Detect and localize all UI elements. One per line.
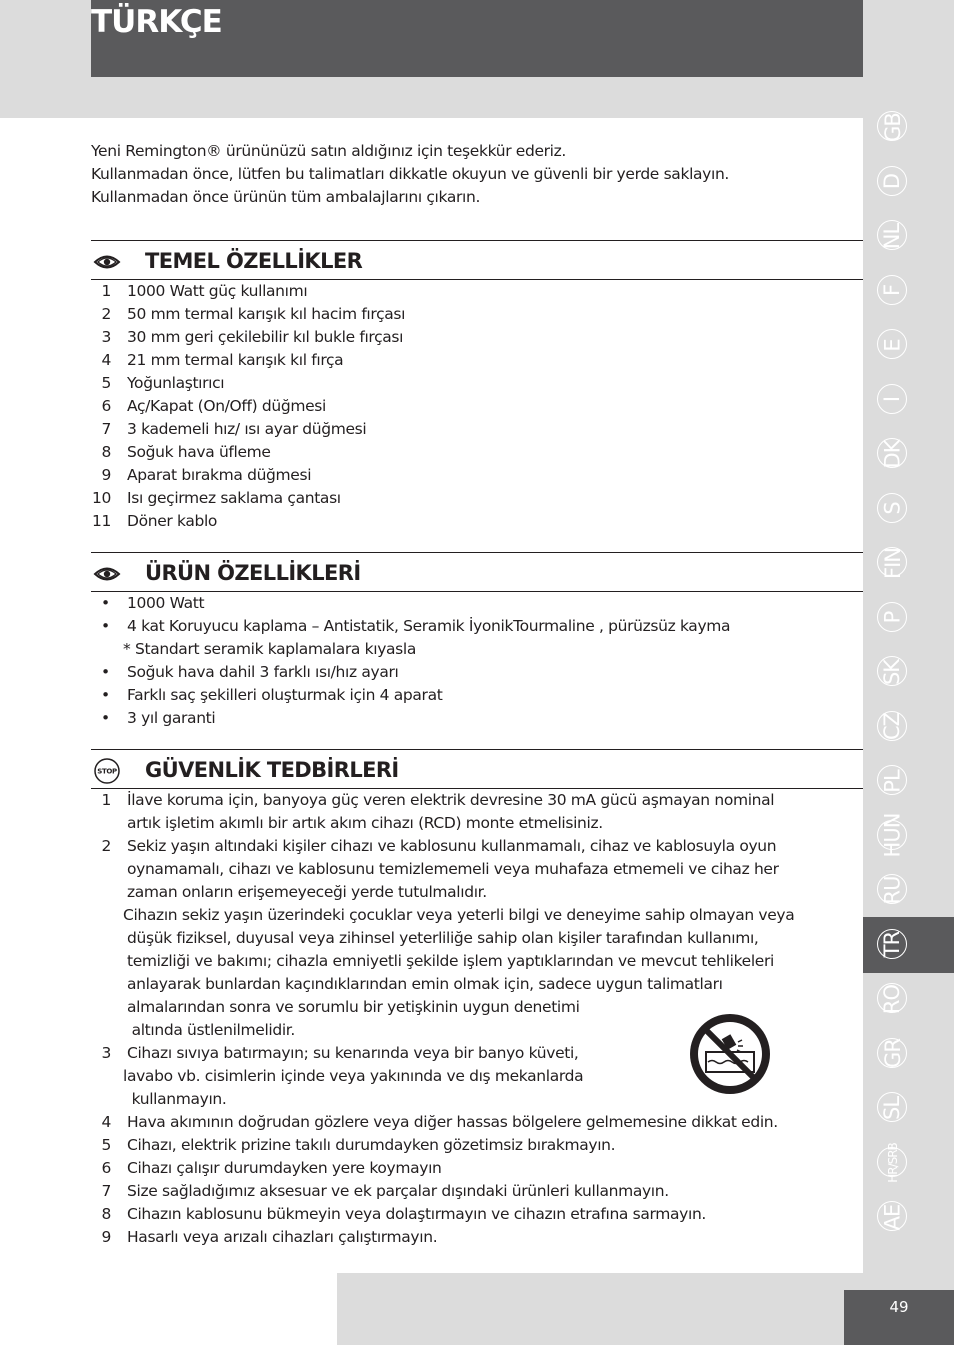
item-line	[91, 904, 863, 927]
item-text: Cihazın kablosunu bükmeyin veya dolaştırmayın ve cihazın etrafına sarmayın.	[127, 1205, 706, 1223]
language-tab-ae[interactable]	[877, 1190, 909, 1244]
list-item	[91, 441, 863, 464]
item-line	[91, 927, 863, 950]
item-number: 1	[101, 791, 111, 809]
header-bar	[91, 0, 863, 77]
language-tab-e[interactable]	[877, 318, 909, 372]
list-item	[91, 303, 863, 326]
item-line	[91, 1134, 863, 1157]
list-item	[91, 1157, 863, 1180]
item-text: Farklı saç şekilleri oluşturmak için 4 aparat	[127, 686, 443, 704]
item-line	[91, 1180, 863, 1203]
item-line	[91, 858, 863, 881]
language-tab-ro[interactable]	[877, 972, 909, 1026]
section-title: TEMEL ÖZELLİKLER	[145, 249, 363, 273]
item-line	[91, 1226, 863, 1249]
list-item	[91, 1111, 863, 1134]
main-content	[91, 140, 863, 1249]
item-text: düşük fiziksel, duyusal veya zihinsel yeterliliğe sahip olan kişiler tarafından kullanımı,	[127, 929, 759, 947]
item-text: 4 kat Koruyucu kaplama – Antistatik, Seramik İyonikTourmaline , pürüzsüz kayma	[127, 617, 731, 635]
item-line	[91, 789, 863, 812]
item-number: 5	[101, 374, 111, 392]
tab-label: AE	[880, 1204, 905, 1230]
item-line	[91, 973, 863, 996]
tab-label: D	[880, 173, 905, 190]
tab-label: HR/SRB	[886, 1142, 900, 1183]
language-tab-tr[interactable]	[877, 918, 909, 972]
list-item	[91, 326, 863, 349]
item-text: altında üstlenilmelidir.	[127, 1021, 295, 1039]
language-tab-fin[interactable]	[877, 536, 909, 590]
item-text: temizliği ve bakımı; cihazla emniyetli şekilde işlem yaptıklarından ve mevcut tehlikeleri	[127, 952, 774, 970]
language-tab-gb[interactable]	[877, 100, 909, 154]
language-tab-gr[interactable]	[877, 1027, 909, 1081]
item-number: 7	[101, 420, 111, 438]
language-tab-cz[interactable]	[877, 700, 909, 754]
item-text: 3 kademeli hız/ ısı ayar düğmesi	[127, 420, 367, 438]
item-number: 2	[101, 305, 111, 323]
item-number: 3	[101, 1044, 111, 1062]
item-text: Sekiz yaşın altındaki kişiler cihazı ve kablosunu kullanmamalı, cihaz ve kablosuyla oyun	[127, 837, 777, 855]
item-number: 6	[101, 1159, 111, 1177]
page-number-box	[844, 1290, 954, 1345]
page-number: 49	[889, 1298, 909, 1316]
item-line	[91, 950, 863, 973]
list-item	[91, 510, 863, 533]
list-item	[91, 1134, 863, 1157]
tab-label: SL	[880, 1096, 905, 1120]
tab-label: GR	[880, 1039, 905, 1068]
item-text: 21 mm termal karışık kıl fırça	[127, 351, 344, 369]
item-text: 30 mm geri çekilebilir kıl bukle fırçası	[127, 328, 404, 346]
item-text: Cihazın sekiz yaşın üzerindeki çocuklar veya yeterli bilgi ve deneyime sahip olmayan veya	[123, 906, 795, 924]
tab-label: P	[880, 611, 905, 624]
bullet-icon: •	[101, 617, 110, 635]
tab-label: PL	[880, 769, 905, 793]
bullet-icon: •	[101, 663, 110, 681]
list-item	[91, 1226, 863, 1249]
section-heading-urun	[91, 552, 863, 592]
item-text: almalarından sonra ve sorumlu bir yetişkinin uygun denetimi	[127, 998, 580, 1016]
language-tab-nl[interactable]	[877, 209, 909, 263]
language-tab-p[interactable]	[877, 591, 909, 645]
item-text: İlave koruma için, banyoya güç veren elektrik devresine 30 mA gücü aşmayan nominal	[127, 791, 775, 809]
list-item	[91, 684, 863, 707]
item-line	[91, 1157, 863, 1180]
item-number: 6	[101, 397, 111, 415]
item-text: kullanmayın.	[127, 1090, 227, 1108]
tab-label: SK	[880, 659, 905, 685]
list-item	[91, 280, 863, 303]
no-immersion-icon	[688, 1012, 772, 1096]
tab-label: I	[880, 396, 905, 403]
language-tab-i[interactable]	[877, 373, 909, 427]
bullet-icon: •	[101, 594, 110, 612]
tab-label: FIN	[880, 547, 905, 579]
list-item	[91, 615, 863, 638]
section-title: GÜVENLİK TEDBİRLERİ	[145, 758, 399, 782]
tab-label: RO	[880, 984, 905, 1014]
tab-label: F	[880, 284, 905, 297]
list-item	[91, 835, 863, 904]
language-tab-hun[interactable]	[877, 809, 909, 863]
stop-sign-icon	[93, 758, 121, 784]
item-number: 8	[101, 1205, 111, 1223]
language-tab-hr-srb[interactable]	[877, 1136, 909, 1190]
item-line	[91, 1203, 863, 1226]
list-item	[91, 372, 863, 395]
item-text: Cihazı çalışır durumdayken yere koymayın	[127, 1159, 442, 1177]
item-text: 1000 Watt	[127, 594, 205, 612]
item-text: Hava akımının doğrudan gözlere veya diğer hassas bölgelere gelmemesine dikkat edin.	[127, 1113, 778, 1131]
list-item	[91, 464, 863, 487]
item-number: 3	[101, 328, 111, 346]
item-text: Yoğunlaştırıcı	[127, 374, 225, 392]
item-number: 10	[91, 489, 111, 507]
eye-icon	[93, 563, 121, 585]
list-item	[91, 789, 863, 835]
tab-label: DK	[880, 440, 905, 468]
list-item	[91, 661, 863, 684]
item-text: 3 yıl garanti	[127, 709, 216, 727]
list-item	[91, 418, 863, 441]
language-tab-s[interactable]	[877, 482, 909, 536]
intro	[91, 140, 863, 209]
section-heading-temel	[91, 240, 863, 280]
item-text: Isı geçirmez saklama çantası	[127, 489, 341, 507]
language-tab-sk[interactable]	[877, 645, 909, 699]
item-number: 1	[101, 282, 111, 300]
list-item	[91, 395, 863, 418]
tab-label: GB	[880, 112, 905, 142]
item-text: artık işletim akımlı bir artık akım cihazı (RCD) monte etmelisiniz.	[127, 814, 603, 832]
tab-label: TR	[880, 931, 905, 958]
list-item	[91, 1203, 863, 1226]
list-note: * Standart seramik kaplamalara kıyasla	[123, 640, 416, 658]
list-item	[91, 592, 863, 615]
item-line	[91, 812, 863, 835]
intro-line: Kullanmadan önce, lütfen bu talimatları dikkatle okuyun ve güvenli bir yerde saklayın.	[91, 165, 730, 183]
stop-sign-text: STOP	[97, 767, 117, 776]
item-line	[91, 835, 863, 858]
feature-list	[91, 280, 863, 533]
tab-label: CZ	[880, 712, 905, 741]
item-text: Döner kablo	[127, 512, 218, 530]
bullet-icon: •	[101, 709, 110, 727]
page-title: TÜRKÇE	[91, 4, 222, 40]
item-text: Hasarlı veya arızalı cihazları çalıştırmayın.	[127, 1228, 438, 1246]
language-tab-dk[interactable]	[877, 427, 909, 481]
tab-label: NL	[880, 223, 905, 249]
product-feature-list	[91, 592, 863, 730]
item-number: 2	[101, 837, 111, 855]
language-tab-f[interactable]	[877, 264, 909, 318]
tab-label: RU	[880, 876, 905, 904]
item-text: Soğuk hava üfleme	[127, 443, 271, 461]
language-tab-ru[interactable]	[877, 863, 909, 917]
item-text: Aparat bırakma düğmesi	[127, 466, 312, 484]
item-text: anlayarak bunlardan kaçındıklarından emin olmak için, sadece uygun talimatları	[127, 975, 723, 993]
item-number: 4	[101, 1113, 111, 1131]
language-tab-pl[interactable]	[877, 754, 909, 808]
item-text: oynamamalı, cihazı ve kablosunu temizlememeli veya muhafaza etmemeli ve cihaz her	[127, 860, 779, 878]
item-number: 9	[101, 466, 111, 484]
language-tab-d[interactable]	[877, 155, 909, 209]
item-line	[91, 1111, 863, 1134]
item-text: 50 mm termal karışık kıl hacim fırçası	[127, 305, 406, 323]
item-text: zaman onların erişemeyeceği yerde tutulmalıdır.	[127, 883, 487, 901]
item-text: Cihazı, elektrik prizine takılı durumdayken gözetimsiz bırakmayın.	[127, 1136, 616, 1154]
item-text: Aç/Kapat (On/Off) düğmesi	[127, 397, 326, 415]
item-text: Size sağladığımız aksesuar ve ek parçalar dışındaki ürünleri kullanmayın.	[127, 1182, 669, 1200]
list-item	[91, 707, 863, 730]
tab-label: E	[880, 338, 905, 352]
item-text: lavabo vb. cisimlerin içinde veya yakınında ve dış mekanlarda	[123, 1067, 584, 1085]
eye-icon	[93, 251, 121, 273]
list-item	[91, 1180, 863, 1203]
tab-label: HUN	[880, 813, 905, 858]
item-number: 11	[91, 512, 111, 530]
item-number: 9	[101, 1228, 111, 1246]
item-text: 1000 Watt güç kullanımı	[127, 282, 308, 300]
item-number: 5	[101, 1136, 111, 1154]
language-tab-sl[interactable]	[877, 1081, 909, 1135]
item-text: Cihazı sıvıya batırmayın; su kenarında veya bir banyo küveti,	[127, 1044, 579, 1062]
tab-label: S	[880, 502, 905, 515]
section-heading-guvenlik	[91, 749, 863, 789]
list-item	[91, 487, 863, 510]
intro-line: Yeni Remington® ürününüzü satın aldığınız için teşekkür ederiz.	[91, 142, 567, 160]
item-number: 7	[101, 1182, 111, 1200]
item-number: 8	[101, 443, 111, 461]
intro-line: Kullanmadan önce ürünün tüm ambalajlarını çıkarın.	[91, 188, 481, 206]
item-text: Soğuk hava dahil 3 farklı ısı/hız ayarı	[127, 663, 399, 681]
section-title: ÜRÜN ÖZELLİKLERİ	[145, 561, 361, 585]
list-item	[91, 349, 863, 372]
item-number: 4	[101, 351, 111, 369]
item-line	[91, 881, 863, 904]
bullet-icon: •	[101, 686, 110, 704]
